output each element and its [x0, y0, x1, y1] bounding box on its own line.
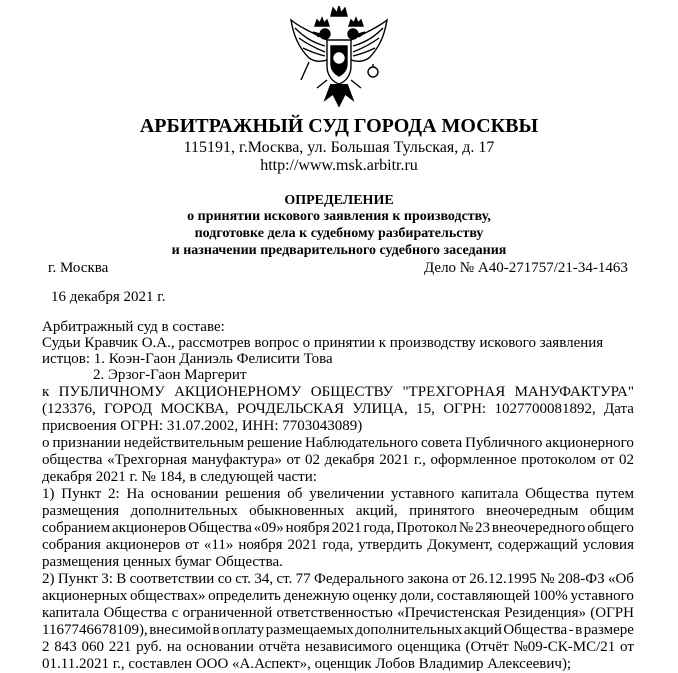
body-line: размещения ценных бумаг Общества. — [42, 554, 283, 570]
word: оплату — [221, 622, 265, 638]
body-line — [42, 502, 634, 520]
word: 15, — [416, 401, 435, 417]
body-line: декабря 2021 г. № 184, в следующей части: — [42, 469, 317, 485]
word: содержащий — [497, 537, 578, 553]
word: ПУБЛИЧНОМУ — [58, 384, 165, 400]
body-line — [42, 400, 634, 418]
word: 2021 — [287, 537, 318, 553]
word: «Пречистенская — [397, 605, 500, 621]
city: г. Москва — [48, 260, 109, 276]
document-date: 16 декабря 2021 г. — [51, 289, 166, 305]
word: - — [568, 622, 574, 638]
word: на — [166, 639, 182, 655]
word: недействительным — [123, 435, 244, 451]
word: ноября — [285, 520, 330, 536]
word: капитала — [461, 486, 519, 502]
word: собранием — [42, 520, 111, 536]
word: Общества — [103, 605, 168, 621]
word: от — [452, 571, 466, 587]
word: акционерного — [545, 435, 634, 451]
word: года, — [363, 520, 395, 536]
word: к — [42, 384, 50, 400]
word: В — [116, 571, 127, 587]
word: ноября — [238, 537, 283, 553]
word: от — [185, 537, 199, 553]
court-address: 115191, г.Москва, ул. Большая Тульская, д. 17 — [183, 139, 495, 156]
word: основании — [150, 486, 219, 502]
word: общества — [42, 452, 103, 468]
document-subject-line: подготовке дела к судебному разбирательству — [194, 226, 484, 241]
word: дополнительных — [130, 503, 238, 519]
body-line — [42, 638, 634, 656]
word: обыкновенных — [249, 503, 345, 519]
word: «11» — [203, 537, 234, 553]
word: «Об — [607, 571, 634, 587]
body-line — [42, 621, 634, 639]
word: 208-ФЗ — [557, 571, 605, 587]
word: 843 — [54, 639, 77, 655]
word: МАНУФАКТУРА" — [514, 384, 634, 400]
word: 2021 — [331, 520, 362, 536]
word: в — [212, 622, 220, 638]
word: размещаемых — [265, 622, 354, 638]
word: акционеров — [105, 537, 181, 553]
coat-of-arms-emblem — [287, 6, 391, 108]
word: (ОГРН — [590, 605, 634, 621]
word: Протокол — [396, 520, 458, 536]
word: ОГРН: — [443, 401, 487, 417]
word: ограниченной — [182, 605, 273, 621]
word: ОБЩЕСТВУ — [310, 384, 394, 400]
word: увеличении — [309, 486, 385, 502]
word: МОСКВА, — [160, 401, 229, 417]
word: об — [287, 486, 303, 502]
word: от — [286, 452, 301, 468]
word: утвердить — [358, 537, 423, 553]
word: Пункт — [57, 571, 98, 587]
document-subject-line: и назначении предварительного судебного заседания — [171, 243, 507, 258]
word: акций — [463, 622, 502, 638]
word: мануфактура» — [191, 452, 282, 468]
word: "ТРЕХГОРНАЯ — [402, 384, 506, 400]
body-line — [42, 383, 634, 401]
body-line — [42, 604, 634, 622]
word: Документ, — [427, 537, 493, 553]
word: Федерального — [314, 571, 405, 587]
word: 26.12.1995 — [469, 571, 537, 587]
body-line — [42, 434, 634, 452]
word: уставного — [570, 588, 634, 604]
body-line — [42, 451, 634, 469]
word: Общества — [503, 622, 568, 638]
word: акционеров — [112, 520, 187, 536]
word: УЛИЦА, — [352, 401, 408, 417]
document-type: ОПРЕДЕЛЕНИЕ — [284, 193, 394, 208]
word: 100% — [532, 588, 568, 604]
case-number: Дело № А40-271757/21-34-1463 — [424, 260, 628, 276]
word: Общества — [525, 486, 589, 502]
word: акций, — [355, 503, 398, 519]
word: составляющей — [436, 588, 531, 604]
word: Дата — [604, 401, 634, 417]
word: Публичного — [465, 435, 543, 451]
word: общим — [589, 503, 634, 519]
word: 23 — [475, 520, 491, 536]
word: уставного — [390, 486, 455, 502]
word: 2) — [42, 571, 55, 587]
word: Общества — [188, 520, 252, 536]
word: 1027700081892, — [494, 401, 596, 417]
word: 1167746678109), — [42, 622, 148, 638]
word: путем — [595, 486, 634, 502]
word: 02 — [618, 452, 634, 468]
word: от — [620, 639, 634, 655]
word: решения — [225, 486, 281, 502]
word: закона — [407, 571, 449, 587]
word: собрания — [42, 537, 101, 553]
word: 2021 — [379, 452, 410, 468]
word: оценку — [352, 588, 398, 604]
word: № — [540, 571, 555, 587]
word: от — [600, 452, 615, 468]
word: обществах» — [130, 588, 206, 604]
word: оформленное — [430, 452, 517, 468]
word: РОЧДЕЛЬСКАЯ — [236, 401, 345, 417]
word: принятого — [409, 503, 475, 519]
word: ст. — [235, 571, 252, 587]
body-line — [42, 485, 634, 503]
court-composition: Арбитражный суд в составе: — [42, 319, 225, 335]
word: 1) — [42, 486, 55, 502]
word: ст. — [276, 571, 293, 587]
word: совета — [420, 435, 463, 451]
word: 02 — [304, 452, 320, 468]
body-line — [42, 536, 634, 554]
word: (123376, — [42, 401, 96, 417]
word: оценщика — [397, 639, 461, 655]
body-line: присвоения ОГРН: 31.07.2002, ИНН: 7703043089) — [42, 418, 363, 434]
word: (Отчёт — [465, 639, 509, 655]
word: с — [171, 605, 179, 621]
word: независимого — [304, 639, 393, 655]
word: руб. — [136, 639, 163, 655]
word: доли, — [399, 588, 435, 604]
word: № — [458, 520, 474, 536]
word: общего — [587, 520, 634, 536]
word: внесимой — [149, 622, 212, 638]
word: АКЦИОНЕРНОМУ — [174, 384, 302, 400]
word: соответствии — [129, 571, 215, 587]
word: внеочередного — [491, 520, 586, 536]
word: капитала — [42, 605, 100, 621]
word: Наблюдательного — [305, 435, 418, 451]
word: признании — [52, 435, 121, 451]
word: ГОРОД — [104, 401, 153, 417]
word: декабря — [324, 452, 375, 468]
word: ответственностью — [276, 605, 393, 621]
court-website: http://www.msk.arbitr.ru — [260, 157, 418, 174]
word: определить — [208, 588, 281, 604]
body-line — [42, 587, 634, 605]
word: «09» — [253, 520, 284, 536]
word: в — [575, 622, 583, 638]
word: 34, — [254, 571, 274, 587]
plaintiff-1: истцов: 1. Коэн-Гаон Даниэль Фелисити Това — [42, 351, 333, 367]
word: 2 — [42, 639, 50, 655]
word: Резиденция» — [504, 605, 586, 621]
word: основании — [186, 639, 254, 655]
word: со — [217, 571, 232, 587]
word: 77 — [295, 571, 311, 587]
word: 221 — [108, 639, 132, 655]
word: внеочередным — [486, 503, 579, 519]
judge-line: Судьи Кравчик О.А., рассмотрев вопрос о принятии к производству искового заявления — [42, 335, 604, 351]
word: дополнительных — [355, 622, 463, 638]
word: №09-СК-МС/21 — [513, 639, 616, 655]
court-name: АРБИТРАЖНЫЙ СУД ГОРОДА МОСКВЫ — [139, 115, 539, 137]
word: отчёта — [258, 639, 301, 655]
word: 2: — [108, 486, 120, 502]
word: размещения — [42, 503, 120, 519]
word: протоколом — [521, 452, 596, 468]
word: о — [42, 435, 50, 451]
word: размере — [583, 622, 634, 638]
document-subject-line: о принятии искового заявления к производству, — [187, 209, 491, 224]
word: акционерных — [42, 588, 128, 604]
word: На — [126, 486, 144, 502]
body-line — [42, 519, 634, 537]
word: условия — [582, 537, 634, 553]
word: года, — [322, 537, 354, 553]
word: решение — [246, 435, 303, 451]
word: денежную — [283, 588, 350, 604]
word: г., — [413, 452, 426, 468]
body-line: 01.11.2021 г., составлен ООО «А.Аспект», оценщик Лобов Владимир Алексеевич); — [42, 656, 572, 672]
word: 060 — [81, 639, 105, 655]
word: «Трехгорная — [107, 452, 188, 468]
word: 3: — [101, 571, 113, 587]
plaintiff-2: 2. Эрзог-Гаон Маргерит — [93, 367, 247, 383]
word: Пункт — [61, 486, 102, 502]
body-line — [42, 570, 634, 588]
